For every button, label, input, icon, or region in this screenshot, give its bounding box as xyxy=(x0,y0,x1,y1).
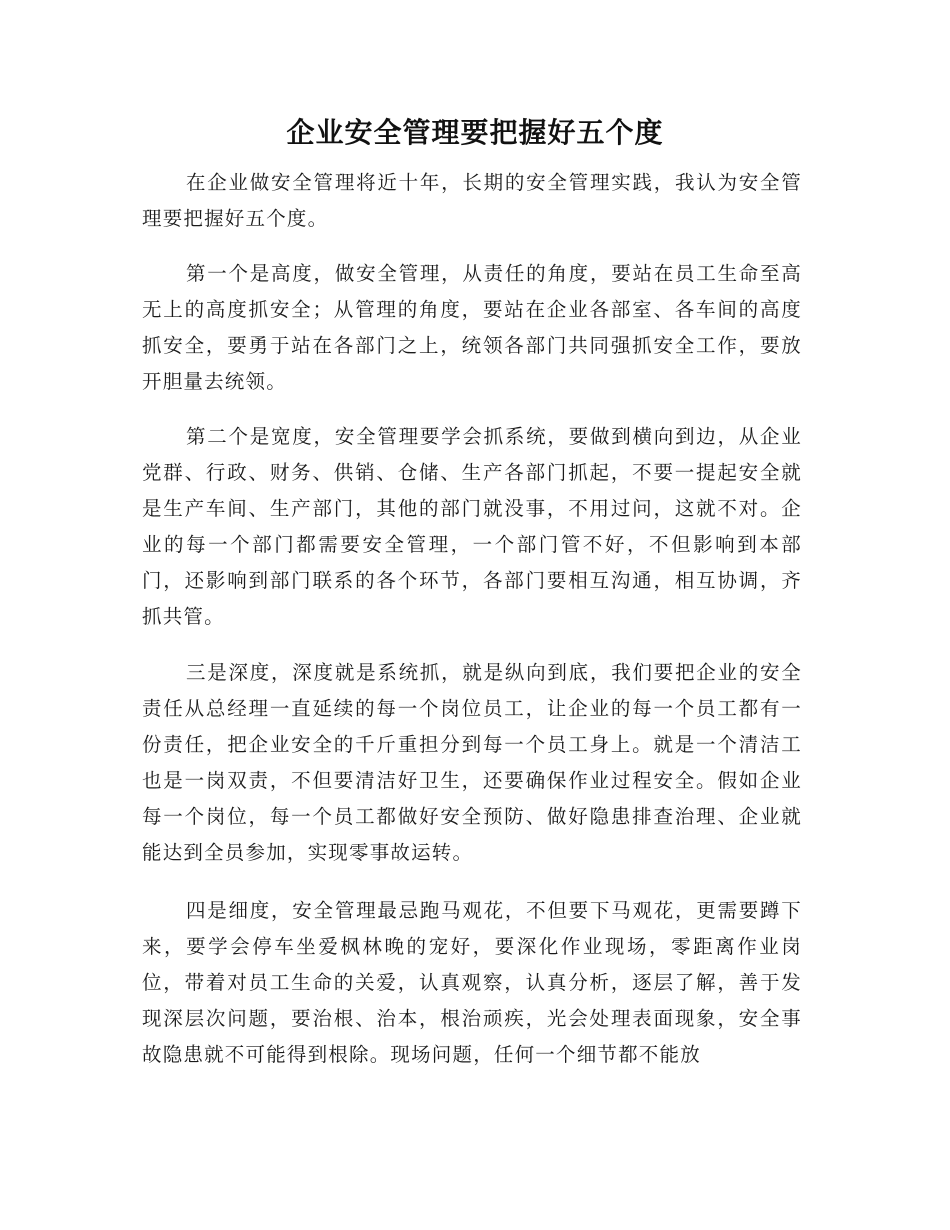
paragraph-width: 第二个是宽度，安全管理要学会抓系统，要做到横向到边，从企业党群、行政、财务、供销、仓储、生产各部门抓起，不要一提起安全就是生产车间、生产部门，其他的部门就没事，不用过问，这就不对。企业的每一个部门都需要安全管理，一个部门管不好，不但影响到本部门，还影响到部门联系的各个环节，各部门要相互沟通，相互协调，齐抓共管。 xyxy=(142,425,802,628)
paragraph-height: 第一个是高度，做安全管理，从责任的角度，要站在员工生命至高无上的高度抓安全；从管理的角度，要站在企业各部室、各车间的高度抓安全，要勇于站在各部门之上，统领各部门共同强抓安全工作，要放开胆量去统领。 xyxy=(142,262,802,393)
paragraph-intro: 在企业做安全管理将近十年，长期的安全管理实践，我认为安全管理要把握好五个度。 xyxy=(142,171,802,230)
paragraph-depth: 三是深度，深度就是系统抓，就是纵向到底，我们要把企业的安全责任从总经理一直延续的每一个岗位员工，让企业的每一个员工都有一份责任，把企业安全的千斤重担分到每一个员工身上。就是一个清洁工也是一岗双责，不但要清洁好卫生，还要确保作业过程安全。假如企业每一个岗位，每一个员工都做好安全预防、做好隐患排查治理、企业就能达到全员参加，实现零事故运转。 xyxy=(142,661,802,864)
paragraph-detail: 四是细度，安全管理最忌跑马观花，不但要下马观花，更需要蹲下来，要学会停车坐爱枫林晚的宠好，要深化作业现场，零距离作业岗位，带着对员工生命的关爱，认真观察，认真分析，逐层了解，善于发现深层次问题，要治根、治本，根治顽疾，光会处理表面现象，安全事故隐患就不可能得到根除。现场问题，任何一个细节都不能放 xyxy=(142,899,802,1066)
document-title: 企业安全管理要把握好五个度 xyxy=(286,116,664,149)
